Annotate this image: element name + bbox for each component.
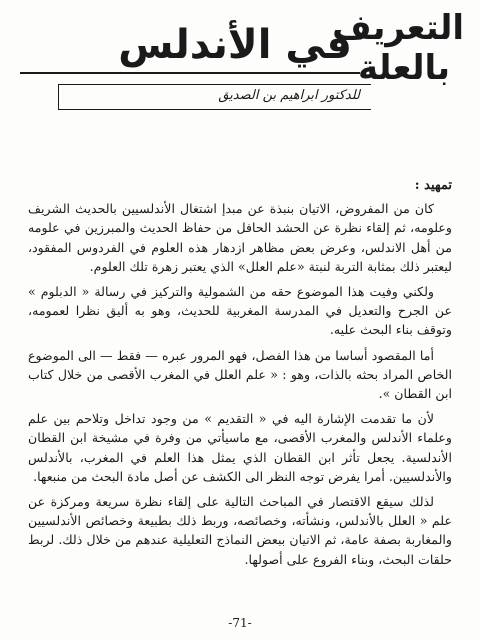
- title-rule: [20, 72, 360, 74]
- article-header: [0, 0, 480, 130]
- paragraph: كان من المفروض، الاتيان بنبذة عن مبدإ اشتغال الأندلسيين بالحديث الشريف وعلومه، ثم إلقاء نظرة عن الحشد الحافل من حفاظ الحديث والمبرزين في علومه من أهل الاندلس، وعرض بعض مظاهر ازدهار هذه العلوم في الفردوس المفقود، ليعتبر ذلك بمثابة التربة لنبتة «علم العلل» الذي يعتبر زهرة تلك العلوم.: [28, 201, 452, 274]
- title-line-1: التعريف: [332, 8, 464, 48]
- paragraph: لذلك سيقع الاقتصار في المباحث التالية على إلقاء نظرة سريعة ومركزة عن علم « العلل بالأندلس، ونشأته، وخصائصه، وربط ذلك بطبيعة وخصائص الأندلسيين والمغاربة بصفة عامة، ثم الاتيان ببعض النماذج التعليلية عندهم من خلال ذلك. لربط حلقات البحث، وبناء الفروع على أصولها.: [28, 494, 452, 567]
- paragraph: لأن ما تقدمت الإشارة اليه في « التقديم » من وجود تداخل وتلاحم بين علم وعلماء الأندلس والمغرب الأقصى، مع ماسيأتي من وفرة في مشيخة ابن القطان الأندلسية. يجعل تأثر ابن القطان الذي يمثل هذا العلم في المغرب، بالأندلس والأندلسيين. أمرا يفرض توجه النظر الى الكشف عن أصل مادة البحث من منبعها.: [28, 411, 452, 484]
- paragraph: أما المقصود أساسا من هذا الفصل، فهو المرور عبره — فقط — الى الموضوع الخاص المراد بحثه بالذات، وهو : « علم العلل في المغرب الأقصى من خلال كتاب ابن القطان ».: [28, 347, 452, 402]
- paragraph: ولكني وفيت هذا الموضوع حقه من الشمولية والتركيز في رسالة « الدبلوم » عن الجرح والتعديل في المدرسة المغربية للحديث، وهو به أليق نظرا لعمومه، وتوقف بناء البحث عليه.: [28, 284, 452, 338]
- title-main: في الأندلس: [118, 22, 352, 68]
- page-number: -71-: [228, 616, 252, 630]
- intro-heading: تمهيد :: [414, 178, 452, 193]
- title-line-2: بالعلة: [358, 48, 450, 88]
- article-body: [28, 176, 452, 575]
- author-name: للدكتور ابراهيم بن الصديق: [218, 88, 360, 103]
